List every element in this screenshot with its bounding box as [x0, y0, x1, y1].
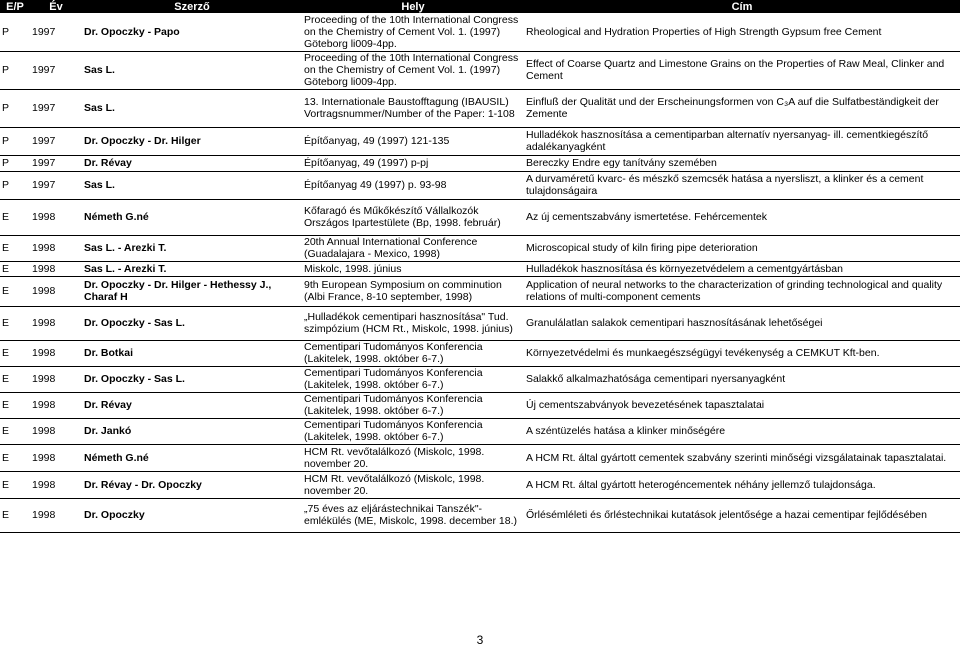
header-title: Cím: [524, 0, 960, 13]
table-row: [0, 155, 960, 171]
cell-year: 1998: [30, 235, 82, 261]
cell-title: Salakkő alkalmazhatósága cementipari nyersanyagként: [524, 366, 960, 392]
cell-type: E: [0, 235, 30, 261]
cell-type: E: [0, 498, 30, 532]
header-year: Év: [30, 0, 82, 13]
cell-place: HCM Rt. vevőtalálkozó (Miskolc, 1998. november 20.: [302, 471, 524, 498]
cell-author: Sas L. - Arezki T.: [82, 261, 302, 276]
table-row: [0, 366, 960, 392]
table-row: [0, 276, 960, 306]
cell-place: Építőanyag, 49 (1997) 121-135: [302, 127, 524, 155]
cell-author: Sas L.: [82, 171, 302, 199]
table-row: [0, 13, 960, 51]
cell-author: Dr. Jankó: [82, 418, 302, 444]
table-row: [0, 51, 960, 89]
cell-author: Dr. Opoczky - Papo: [82, 13, 302, 51]
table-row: [0, 471, 960, 498]
cell-title: Környezetvédelmi és munkaegészségügyi tevékenység a CEMKUT Kft-ben.: [524, 340, 960, 366]
table-header-row: [0, 0, 960, 13]
cell-title: Bereczky Endre egy tanítvány szemében: [524, 155, 960, 171]
cell-title: Rheological and Hydration Properties of High Strength Gypsum free Cement: [524, 13, 960, 51]
cell-type: E: [0, 340, 30, 366]
cell-year: 1997: [30, 127, 82, 155]
cell-author: Sas L. - Arezki T.: [82, 235, 302, 261]
cell-title: Application of neural networks to the characterization of grinding technological and quality relations of multi-component cements: [524, 276, 960, 306]
cell-author: Dr. Botkai: [82, 340, 302, 366]
cell-author: Sas L.: [82, 51, 302, 89]
cell-author: Dr. Opoczky - Sas L.: [82, 306, 302, 340]
cell-author: Dr. Révay: [82, 155, 302, 171]
table-row: [0, 340, 960, 366]
cell-type: E: [0, 444, 30, 471]
cell-year: 1998: [30, 261, 82, 276]
cell-year: 1998: [30, 276, 82, 306]
header-author: Szerző: [82, 0, 302, 13]
table-row: [0, 418, 960, 444]
cell-place: Cementipari Tudományos Konferencia (Lakitelek, 1998. október 6-7.): [302, 340, 524, 366]
cell-year: 1997: [30, 155, 82, 171]
cell-type: P: [0, 51, 30, 89]
cell-type: P: [0, 171, 30, 199]
cell-author: Németh G.né: [82, 199, 302, 235]
cell-title: A széntüzelés hatása a klinker minőségére: [524, 418, 960, 444]
table-row: [0, 171, 960, 199]
table-row: [0, 261, 960, 276]
cell-place: HCM Rt. vevőtalálkozó (Miskolc, 1998. november 20.: [302, 444, 524, 471]
table-row: [0, 392, 960, 418]
cell-title: Granulálatlan salakok cementipari hasznosításának lehetőségei: [524, 306, 960, 340]
cell-place: Kőfaragó és Műkőkészítő Vállalkozók Országos Ipartestülete (Bp, 1998. február): [302, 199, 524, 235]
cell-place: 13. Internationale Baustofftagung (IBAUSIL) Vortragsnummer/Number of the Paper: 1-108: [302, 89, 524, 127]
cell-author: Dr. Opoczky - Dr. Hilger: [82, 127, 302, 155]
cell-type: P: [0, 89, 30, 127]
cell-place: Építőanyag 49 (1997) p. 93-98: [302, 171, 524, 199]
cell-type: E: [0, 306, 30, 340]
table-row: [0, 444, 960, 471]
cell-place: 20th Annual International Conference (Guadalajara - Mexico, 1998): [302, 235, 524, 261]
cell-place: „75 éves az eljárástechnikai Tanszék"- emlékülés (ME, Miskolc, 1998. december 18.): [302, 498, 524, 532]
cell-place: Cementipari Tudományos Konferencia (Lakitelek, 1998. október 6-7.): [302, 366, 524, 392]
cell-type: P: [0, 127, 30, 155]
cell-author: Dr. Révay: [82, 392, 302, 418]
cell-place: „Hulladékok cementipari hasznosítása" Tud. szimpózium (HCM Rt., Miskolc, 1998. június): [302, 306, 524, 340]
cell-type: E: [0, 276, 30, 306]
cell-year: 1997: [30, 13, 82, 51]
cell-type: E: [0, 392, 30, 418]
cell-year: 1998: [30, 199, 82, 235]
cell-year: 1997: [30, 171, 82, 199]
cell-place: Építőanyag, 49 (1997) p-pj: [302, 155, 524, 171]
cell-type: E: [0, 471, 30, 498]
cell-title: Einfluß der Qualität und der Erscheinungsformen von C₃A auf die Sulfatbeständigkeit der Zemente: [524, 89, 960, 127]
header-place: Hely: [302, 0, 524, 13]
cell-type: P: [0, 155, 30, 171]
cell-title: A HCM Rt. által gyártott heterogéncementek néhány jellemző tulajdonsága.: [524, 471, 960, 498]
cell-year: 1998: [30, 498, 82, 532]
cell-title: Őrlésémléleti és őrléstechnikai kutatások jelentősége a hazai cementipar fejlődésében: [524, 498, 960, 532]
cell-author: Dr. Opoczky - Sas L.: [82, 366, 302, 392]
cell-year: 1997: [30, 89, 82, 127]
cell-type: P: [0, 13, 30, 51]
cell-author: Dr. Opoczky - Dr. Hilger - Hethessy J., Charaf H: [82, 276, 302, 306]
cell-year: 1998: [30, 418, 82, 444]
cell-type: E: [0, 199, 30, 235]
cell-title: A HCM Rt. által gyártott cementek szabvány szerinti minőségi vizsgálatainak tapasztalatai.: [524, 444, 960, 471]
cell-title: A durvaméretű kvarc- és mészkő szemcsék hatása a nyersliszt, a klinker és a cement tulajdonságaira: [524, 171, 960, 199]
cell-type: E: [0, 418, 30, 444]
cell-title: Hulladékok hasznosítása és környezetvédelem a cementgyártásban: [524, 261, 960, 276]
cell-year: 1998: [30, 340, 82, 366]
table-row: [0, 127, 960, 155]
cell-author: Sas L.: [82, 89, 302, 127]
cell-author: Dr. Révay - Dr. Opoczky: [82, 471, 302, 498]
table-row: [0, 89, 960, 127]
table-row: [0, 498, 960, 532]
cell-title: Az új cementszabvány ismertetése. Fehércementek: [524, 199, 960, 235]
cell-place: Proceeding of the 10th International Congress on the Chemistry of Cement Vol. 1. (1997) Göteborg li009-4pp.: [302, 51, 524, 89]
cell-place: Cementipari Tudományos Konferencia (Lakitelek, 1998. október 6-7.): [302, 392, 524, 418]
table-row: [0, 306, 960, 340]
cell-year: 1998: [30, 306, 82, 340]
cell-year: 1998: [30, 471, 82, 498]
cell-title: Hulladékok hasznosítása a cementiparban alternatív nyersanyag- ill. cementkiegészítő adalékanyagként: [524, 127, 960, 155]
cell-place: Miskolc, 1998. június: [302, 261, 524, 276]
cell-author: Németh G.né: [82, 444, 302, 471]
cell-year: 1998: [30, 366, 82, 392]
cell-place: Cementipari Tudományos Konferencia (Lakitelek, 1998. október 6-7.): [302, 418, 524, 444]
cell-type: E: [0, 366, 30, 392]
cell-type: E: [0, 261, 30, 276]
page-number: 3: [476, 633, 484, 647]
cell-year: 1998: [30, 444, 82, 471]
cell-title: Új cementszabványok bevezetésének tapasztalatai: [524, 392, 960, 418]
table-row: [0, 199, 960, 235]
cell-title: Microscopical study of kiln firing pipe deterioration: [524, 235, 960, 261]
header-type: E/P: [0, 0, 30, 13]
cell-place: 9th European Symposium on comminution (Albi France, 8-10 september, 1998): [302, 276, 524, 306]
cell-place: Proceeding of the 10th International Congress on the Chemistry of Cement Vol. 1. (1997) Göteborg li009-4pp.: [302, 13, 524, 51]
cell-year: 1998: [30, 392, 82, 418]
cell-author: Dr. Opoczky: [82, 498, 302, 532]
cell-year: 1997: [30, 51, 82, 89]
table-row: [0, 235, 960, 261]
cell-title: Effect of Coarse Quartz and Limestone Grains on the Properties of Raw Meal, Clinker and Cement: [524, 51, 960, 89]
